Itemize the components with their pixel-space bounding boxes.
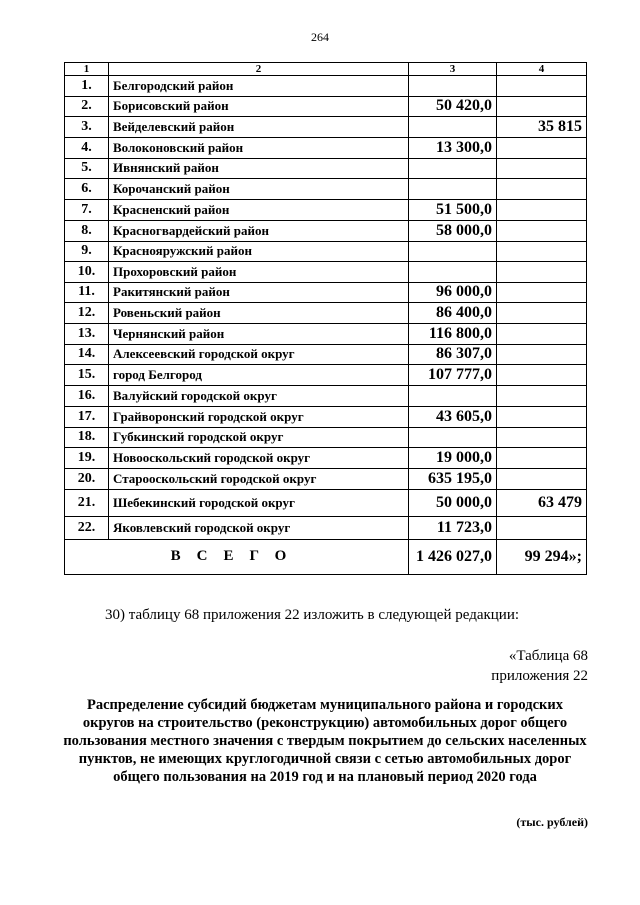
- caption-line: приложения 22: [491, 668, 588, 684]
- amount-2019-cell: 58 000,0: [409, 220, 497, 241]
- district-name-cell: Грайворонский городской округ: [109, 406, 409, 427]
- header-cell: 3: [409, 63, 497, 76]
- row-number-cell: 11.: [65, 282, 109, 303]
- amount-2020-cell: 35 815: [497, 117, 587, 138]
- amount-2019-cell: [409, 179, 497, 200]
- district-name-cell: Белгородский район: [109, 76, 409, 97]
- amount-2019-cell: 86 400,0: [409, 303, 497, 324]
- district-name-cell: Валуйский городской округ: [109, 386, 409, 407]
- row-number-cell: 7.: [65, 199, 109, 220]
- table-row: [65, 262, 587, 283]
- table-row: [65, 220, 587, 241]
- total-2019-cell: 1 426 027,0: [409, 539, 497, 574]
- amount-2019-cell: 86 307,0: [409, 344, 497, 365]
- table-row: [65, 448, 587, 469]
- amount-2019-cell: 116 800,0: [409, 323, 497, 344]
- amount-2020-cell: [497, 365, 587, 386]
- amount-2020-cell: [497, 199, 587, 220]
- row-number-cell: 3.: [65, 117, 109, 138]
- table-row: [65, 96, 587, 117]
- table-row: [65, 282, 587, 303]
- document-title: Распределение субсидий бюджетам муниципального района и городских округов на строительство (реконструкцию) автомобильных дорог общего пользования местного значения с твердым покрытием до сельских населенных пунктов, не имеющих круглогодичной связи с сетью автомобильных дорог общего пользования на 2019 год и на плановый период 2020 года: [63, 697, 587, 785]
- amount-2019-cell: [409, 76, 497, 97]
- amount-2020-cell: [497, 179, 587, 200]
- amount-2020-cell: [497, 406, 587, 427]
- table-header-row: [65, 63, 587, 76]
- amount-2019-cell: 51 500,0: [409, 199, 497, 220]
- amount-2020-cell: [497, 241, 587, 262]
- row-number-cell: 10.: [65, 262, 109, 283]
- table-row: [65, 179, 587, 200]
- amount-2019-cell: 107 777,0: [409, 365, 497, 386]
- total-label: ВСЕГО: [65, 539, 409, 574]
- district-name-cell: Яковлевский городской округ: [109, 516, 409, 539]
- instruction-text: 30) таблицу 68 приложения 22 изложить в следующей редакции:: [105, 607, 520, 623]
- district-name-cell: Чернянский район: [109, 323, 409, 344]
- subsidy-table: [64, 62, 587, 575]
- district-name-cell: Красненский район: [109, 199, 409, 220]
- table-row: [65, 76, 587, 97]
- table-row: [65, 489, 587, 516]
- header-cell: 2: [109, 63, 409, 76]
- table-caption: [491, 646, 588, 686]
- amount-2019-cell: 19 000,0: [409, 448, 497, 469]
- district-name-cell: город Белгород: [109, 365, 409, 386]
- amount-2020-cell: [497, 448, 587, 469]
- page-number: 264: [311, 30, 329, 44]
- district-name-cell: Красногвардейский район: [109, 220, 409, 241]
- table-row: [65, 406, 587, 427]
- amount-2019-cell: [409, 158, 497, 179]
- row-number-cell: 5.: [65, 158, 109, 179]
- amount-2020-cell: [497, 282, 587, 303]
- district-name-cell: Ровеньский район: [109, 303, 409, 324]
- table-row: [65, 241, 587, 262]
- district-name-cell: Старооскольский городской округ: [109, 468, 409, 489]
- amount-2020-cell: [497, 220, 587, 241]
- district-name-cell: Ракитянский район: [109, 282, 409, 303]
- amount-2019-cell: [409, 117, 497, 138]
- district-name-cell: Губкинский городской округ: [109, 427, 409, 448]
- amount-2019-cell: 96 000,0: [409, 282, 497, 303]
- table-row: [65, 386, 587, 407]
- amount-2019-cell: [409, 262, 497, 283]
- table-row: [65, 427, 587, 448]
- amount-2020-cell: [497, 303, 587, 324]
- amount-2019-cell: [409, 241, 497, 262]
- row-number-cell: 15.: [65, 365, 109, 386]
- table-row: [65, 138, 587, 159]
- district-name-cell: Ивнянский район: [109, 158, 409, 179]
- table-row: [65, 365, 587, 386]
- table-row: [65, 117, 587, 138]
- units-label: (тыс. рублей): [516, 815, 588, 829]
- row-number-cell: 8.: [65, 220, 109, 241]
- row-number-cell: 2.: [65, 96, 109, 117]
- table-row: [65, 344, 587, 365]
- amount-2020-cell: [497, 138, 587, 159]
- amount-2020-cell: 63 479: [497, 489, 587, 516]
- table-row: [65, 199, 587, 220]
- table-row: [65, 516, 587, 539]
- amount-2020-cell: [497, 386, 587, 407]
- district-name-cell: Прохоровский район: [109, 262, 409, 283]
- amount-2019-cell: 13 300,0: [409, 138, 497, 159]
- amount-2020-cell: [497, 516, 587, 539]
- district-name-cell: Алексеевский городской округ: [109, 344, 409, 365]
- amount-2020-cell: [497, 158, 587, 179]
- row-number-cell: 1.: [65, 76, 109, 97]
- header-cell: 1: [65, 63, 109, 76]
- amount-2020-cell: [497, 76, 587, 97]
- row-number-cell: 22.: [65, 516, 109, 539]
- amount-2019-cell: 50 420,0: [409, 96, 497, 117]
- amount-2020-cell: [497, 344, 587, 365]
- district-name-cell: Краснояружский район: [109, 241, 409, 262]
- table-row: [65, 303, 587, 324]
- district-name-cell: Новооскольский городской округ: [109, 448, 409, 469]
- row-number-cell: 19.: [65, 448, 109, 469]
- table-row: [65, 323, 587, 344]
- row-number-cell: 6.: [65, 179, 109, 200]
- row-number-cell: 13.: [65, 323, 109, 344]
- total-row: [65, 539, 587, 574]
- table-body: [65, 76, 587, 575]
- row-number-cell: 21.: [65, 489, 109, 516]
- table-row: [65, 158, 587, 179]
- district-name-cell: Вейделевский район: [109, 117, 409, 138]
- amount-2019-cell: 43 605,0: [409, 406, 497, 427]
- amount-2019-cell: 11 723,0: [409, 516, 497, 539]
- row-number-cell: 20.: [65, 468, 109, 489]
- amount-2019-cell: [409, 427, 497, 448]
- table-row: [65, 468, 587, 489]
- row-number-cell: 9.: [65, 241, 109, 262]
- amount-2019-cell: 635 195,0: [409, 468, 497, 489]
- district-name-cell: Корочанский район: [109, 179, 409, 200]
- amount-2020-cell: [497, 323, 587, 344]
- row-number-cell: 16.: [65, 386, 109, 407]
- amount-2019-cell: 50 000,0: [409, 489, 497, 516]
- district-name-cell: Волоконовский район: [109, 138, 409, 159]
- amount-2020-cell: [497, 262, 587, 283]
- caption-line: «Таблица 68: [508, 648, 588, 664]
- district-name-cell: Борисовский район: [109, 96, 409, 117]
- amount-2020-cell: [497, 468, 587, 489]
- amount-2020-cell: [497, 427, 587, 448]
- row-number-cell: 17.: [65, 406, 109, 427]
- row-number-cell: 18.: [65, 427, 109, 448]
- total-2020-cell: 99 294»;: [497, 539, 587, 574]
- amount-2019-cell: [409, 386, 497, 407]
- amount-2020-cell: [497, 96, 587, 117]
- header-cell: 4: [497, 63, 587, 76]
- row-number-cell: 12.: [65, 303, 109, 324]
- row-number-cell: 4.: [65, 138, 109, 159]
- district-name-cell: Шебекинский городской округ: [109, 489, 409, 516]
- row-number-cell: 14.: [65, 344, 109, 365]
